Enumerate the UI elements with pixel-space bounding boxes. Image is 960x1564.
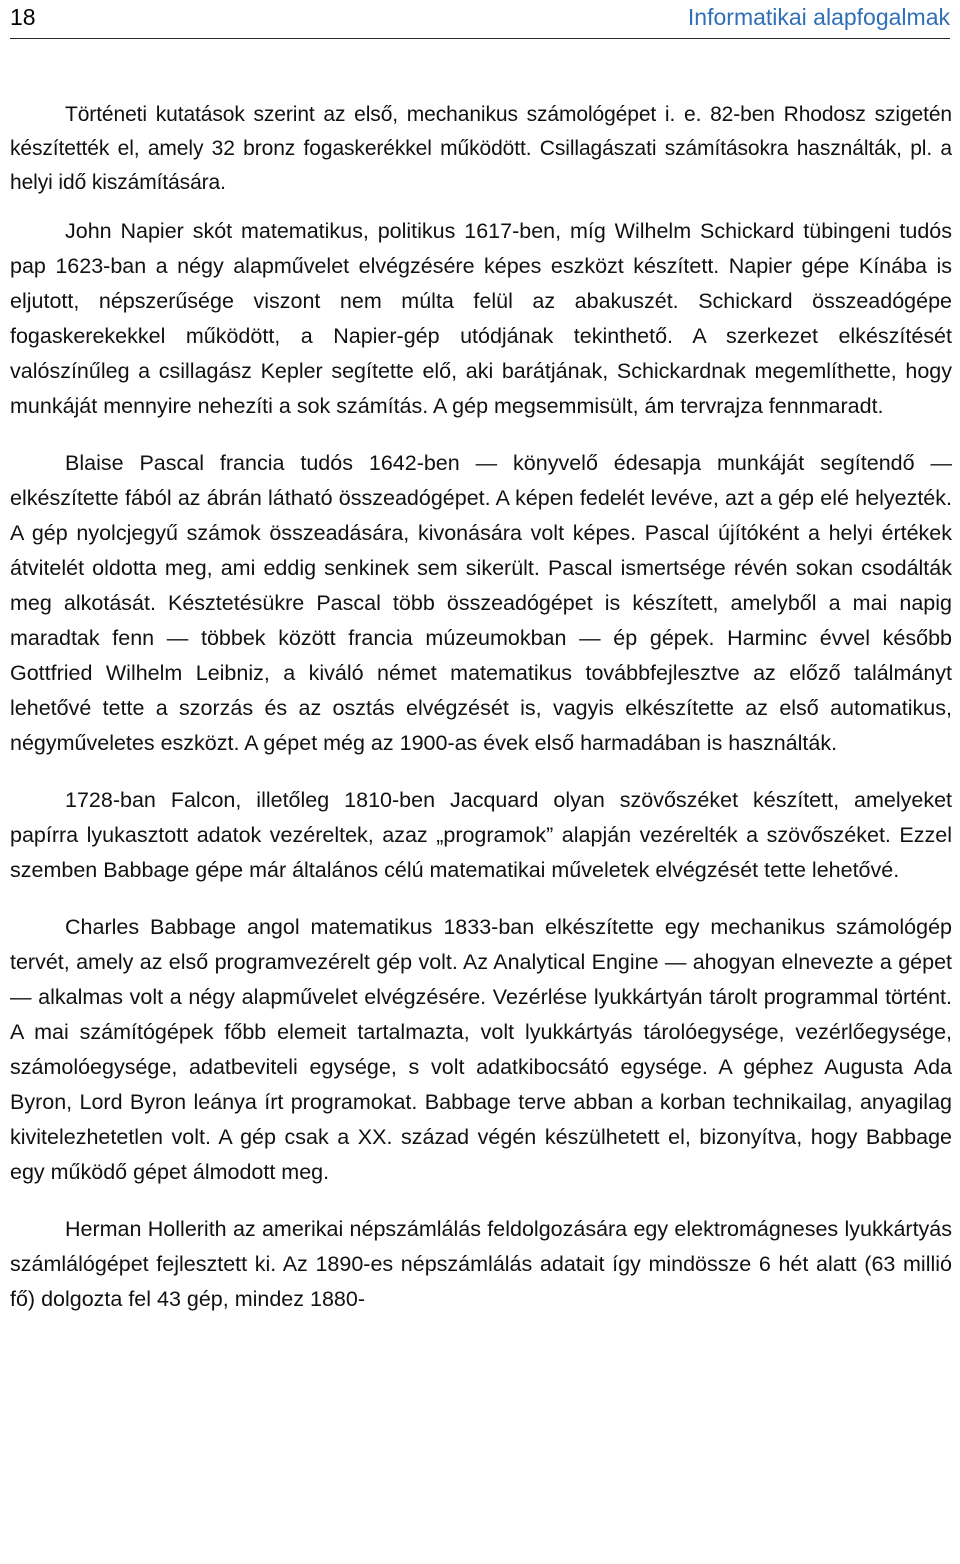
paragraph-falcon-jacquard: 1728-ban Falcon, illetőleg 1810-ben Jacquard olyan szövőszéket készített, amelyeket papírra lyukasztott adatok vezéreltek, azaz „programok” alapján vezérelték a szövőszéket. Ezzel szemben Babbage gépe már általános célú matematikai műveletek elvégzését tette lehetővé. bbox=[10, 788, 952, 882]
page-number: 18 bbox=[10, 4, 36, 30]
paragraph-ancient-calculator: Történeti kutatások szerint az első, mechanikus számológépet i. e. 82-ben Rhodosz szigetén készítették el, amely 32 bronz fogaskerékkel működött. Csillagászati számításokra használták, pl. a helyi idő kiszámítására. bbox=[10, 103, 952, 194]
running-title: Informatikai alapfogalmak bbox=[687, 4, 950, 30]
paragraph-pascal-leibniz: Blaise Pascal francia tudós 1642-ben — könyvelő édesapja munkáját segítendő — elkészítette fából az ábrán látható összeadógépet. A képen fedelét levéve, azt a gép elé helyezték. A gép nyolcjegyű számok összeadására, kivonására volt képes. Pascal újítóként a helyi értékek átvitelét oldotta meg, ami eddig senkinek sem sikerült. Pascal ismertsége révén sokan csodálták meg alkotását. Késztetésükre Pascal több összeadógépet is készített, amelyből a mai napig maradtak fenn — többek között francia múzeumokban — ép gépek. Harminc évvel később Gottfried Wilhelm Leibniz, a kiváló német matematikus továbbfejlesztve az előző találmányt lehetővé tette a szorzás és az osztás elvégzését is, vagyis elkészítette az első automatikus, négyműveletes eszközt. A gépet még az 1900-as évek első harmadában is használták. bbox=[10, 451, 952, 755]
page-header bbox=[10, 0, 950, 39]
paragraph-hollerith: Herman Hollerith az amerikai népszámlálás feldolgozására egy elektromágneses lyukkártyás számlálógépet fejlesztett ki. Az 1890-es népszámlálás adatait így mindössze 6 hét alatt (63 millió fő) dolgozta fel 43 gép, mindez 1880- bbox=[10, 1217, 952, 1311]
paragraph-babbage: Charles Babbage angol matematikus 1833-ban elkészítette egy mechanikus számológép tervét, amely az első programvezérelt gép volt. Az Analytical Engine — ahogyan elnevezte a gépet — alkalmas volt a négy alapművelet elvégzésére. Vezérlése lyukkártyán tárolt programmal történt. A mai számítógépek főbb elemeit tartalmazta, volt lyukkártyás tárolóegysége, vezérlőegysége, számolóegysége, adatbeviteli egysége, s volt adatkibocsátó egysége. A géphez Augusta Ada Byron, Lord Byron leánya írt programokat. Babbage terve abban a korban technikailag, anyagilag kivitelezhetetlen volt. A gép csak a XX. század végén készülhetett el, bizonyítva, hogy Babbage egy működő gépet álmodott meg. bbox=[10, 915, 952, 1184]
paragraph-napier-schickard: John Napier skót matematikus, politikus 1617-ben, míg Wilhelm Schickard tübingeni tudós pap 1623-ban a négy alapművelet elvégzésére képes eszközt készített. Napier gépe Kínába is eljutott, népszerűsége viszont nem múlta felül az abakuszét. Schickard összeadógépe fogaskerekekkel működött, a Napier-gép utódjának tekinthető. A szerkezet elkészítését valószínűleg a csillagász Kepler segítette elő, aki barátjának, Schickardnak megemlíthette, hogy munkáját mennyire nehezíti a sok számítás. A gép megsemmisült, ám tervrajza fennmaradt. bbox=[10, 219, 952, 418]
body-text bbox=[10, 98, 952, 1317]
